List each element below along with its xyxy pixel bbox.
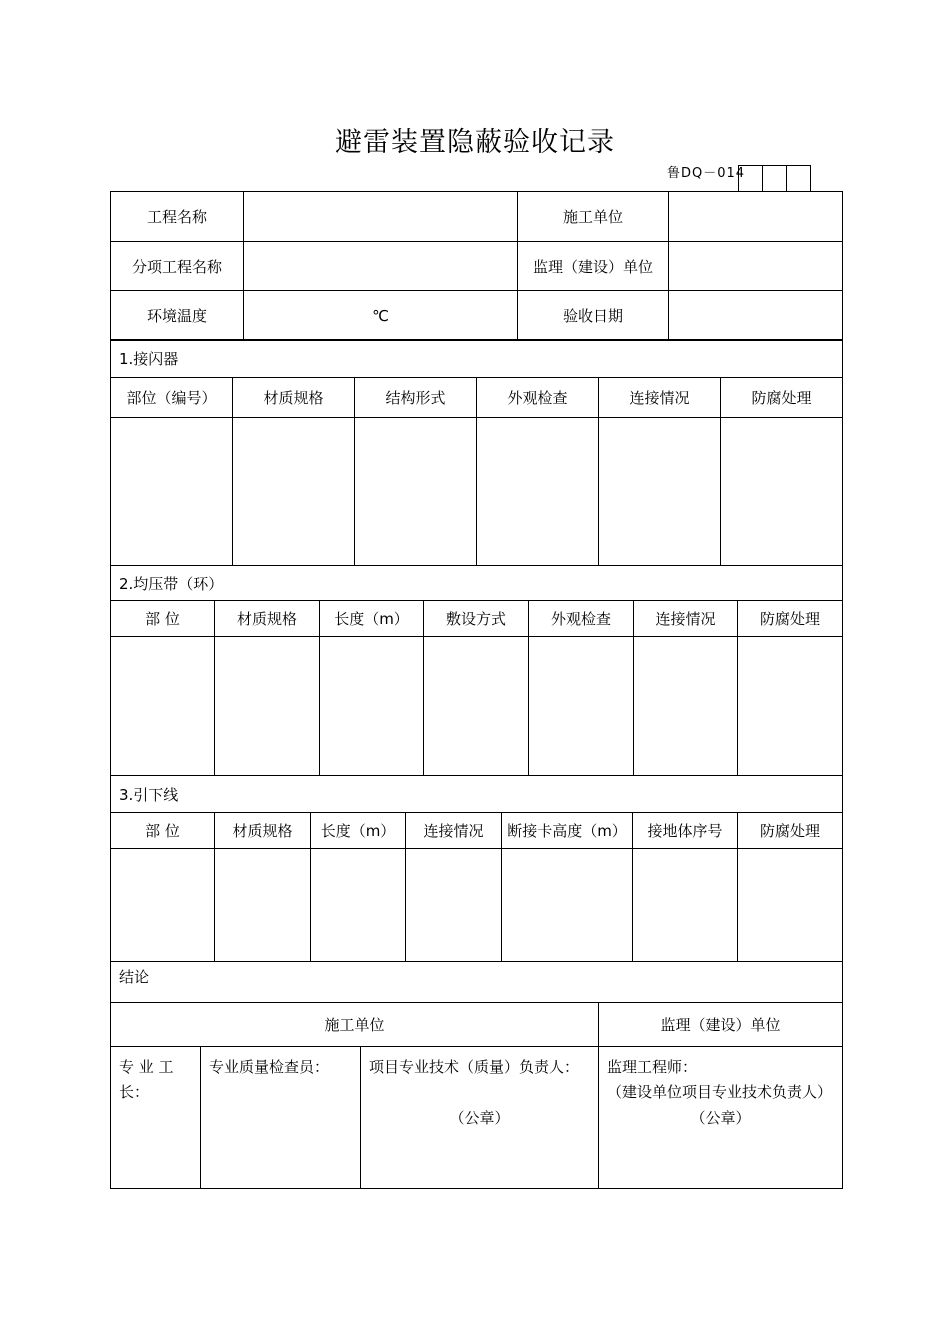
s1-col-structure: 结构形式	[355, 378, 477, 418]
supervision-unit-label: 监理（建设）单位	[518, 242, 669, 291]
seal-right: （公章）	[690, 1109, 751, 1127]
s1-cell[interactable]	[477, 418, 599, 566]
conclusion-label: 结论	[119, 968, 150, 986]
s3-cell[interactable]	[406, 849, 502, 962]
s2-col-anticorrosion: 防腐处理	[738, 601, 843, 637]
s3-col-length: 长度（m）	[311, 813, 406, 849]
s3-col-material: 材质规格	[215, 813, 311, 849]
quality-inspector-label: 专业质量检查员：	[209, 1058, 330, 1076]
section2-table	[110, 565, 843, 776]
s1-col-anticorrosion: 防腐处理	[721, 378, 843, 418]
header-table	[110, 191, 843, 341]
acceptance-date-field[interactable]	[669, 291, 843, 341]
section3-title: 3.引下线	[111, 776, 843, 813]
s2-col-material: 材质规格	[215, 601, 320, 637]
s3-col-connection: 连接情况	[406, 813, 502, 849]
s2-col-laying: 敷设方式	[424, 601, 529, 637]
tech-lead-sign-cell[interactable]	[361, 1047, 599, 1189]
construction-unit-label: 施工单位	[518, 192, 669, 242]
code-box[interactable]	[739, 166, 763, 191]
section1-table	[110, 339, 843, 566]
section1-title: 1.接闪器	[111, 340, 843, 378]
s3-col-ground-number: 接地体序号	[633, 813, 738, 849]
acceptance-date-label: 验收日期	[518, 291, 669, 341]
s3-cell[interactable]	[311, 849, 406, 962]
project-name-field[interactable]	[244, 192, 518, 242]
s1-cell[interactable]	[355, 418, 477, 566]
project-name-label: 工程名称	[111, 192, 244, 242]
s2-col-length: 长度（m）	[320, 601, 424, 637]
s3-col-anticorrosion: 防腐处理	[738, 813, 843, 849]
supervising-engineer-sign-cell[interactable]	[599, 1047, 843, 1189]
sub-project-label: 分项工程名称	[111, 242, 244, 291]
sub-project-field[interactable]	[244, 242, 518, 291]
s3-cell[interactable]	[215, 849, 311, 962]
section2-title: 2.均压带（环）	[111, 566, 843, 601]
s2-cell[interactable]	[111, 637, 215, 776]
page-title: 避雷装置隐蔽验收记录	[335, 127, 615, 158]
s3-col-location: 部 位	[111, 813, 215, 849]
quality-inspector-sign-cell[interactable]	[201, 1047, 361, 1189]
supervision-unit-field[interactable]	[669, 242, 843, 291]
foreman-sign-cell[interactable]	[111, 1047, 201, 1189]
s2-col-appearance: 外观检查	[529, 601, 634, 637]
supervising-engineer-label: 监理工程师：	[607, 1058, 698, 1076]
s3-col-clip-height: 断接卡高度（m）	[502, 813, 633, 849]
s2-cell[interactable]	[424, 637, 529, 776]
s1-cell[interactable]	[721, 418, 843, 566]
code-box[interactable]	[787, 166, 811, 191]
s2-cell[interactable]	[738, 637, 843, 776]
s1-col-connection: 连接情况	[599, 378, 721, 418]
section3-table	[110, 775, 843, 962]
s2-col-location: 部 位	[111, 601, 215, 637]
s1-col-appearance: 外观检查	[477, 378, 599, 418]
signoff-table	[110, 961, 843, 1189]
s3-cell[interactable]	[738, 849, 843, 962]
construction-unit-heading: 施工单位	[111, 1003, 599, 1047]
form-code: 鲁DQ－014	[667, 166, 746, 181]
s2-cell[interactable]	[215, 637, 320, 776]
s1-cell[interactable]	[599, 418, 721, 566]
tech-lead-label: 项目专业技术（质量）负责人：	[369, 1058, 580, 1076]
s2-col-connection: 连接情况	[634, 601, 738, 637]
s1-col-material: 材质规格	[233, 378, 355, 418]
s2-cell[interactable]	[529, 637, 634, 776]
s3-cell[interactable]	[111, 849, 215, 962]
owner-tech-lead-label: （建设单位项目专业技术负责人）	[607, 1083, 833, 1101]
s1-cell[interactable]	[233, 418, 355, 566]
s3-cell[interactable]	[633, 849, 738, 962]
code-box[interactable]	[763, 166, 787, 191]
s1-cell[interactable]	[111, 418, 233, 566]
construction-unit-field[interactable]	[669, 192, 843, 242]
s2-cell[interactable]	[320, 637, 424, 776]
s2-cell[interactable]	[634, 637, 738, 776]
seal-left: （公章）	[449, 1109, 510, 1127]
s3-cell[interactable]	[502, 849, 633, 962]
env-temp-field[interactable]	[244, 291, 518, 341]
foreman-label: 专 业 工 长：	[119, 1058, 174, 1101]
env-temp-label: 环境温度	[111, 291, 244, 341]
temp-unit: ℃	[372, 306, 389, 325]
s1-col-location: 部位（编号）	[111, 378, 233, 418]
supervision-unit-heading: 监理（建设）单位	[599, 1003, 843, 1047]
form-code-boxes	[738, 165, 811, 191]
conclusion-field[interactable]	[111, 962, 843, 1003]
